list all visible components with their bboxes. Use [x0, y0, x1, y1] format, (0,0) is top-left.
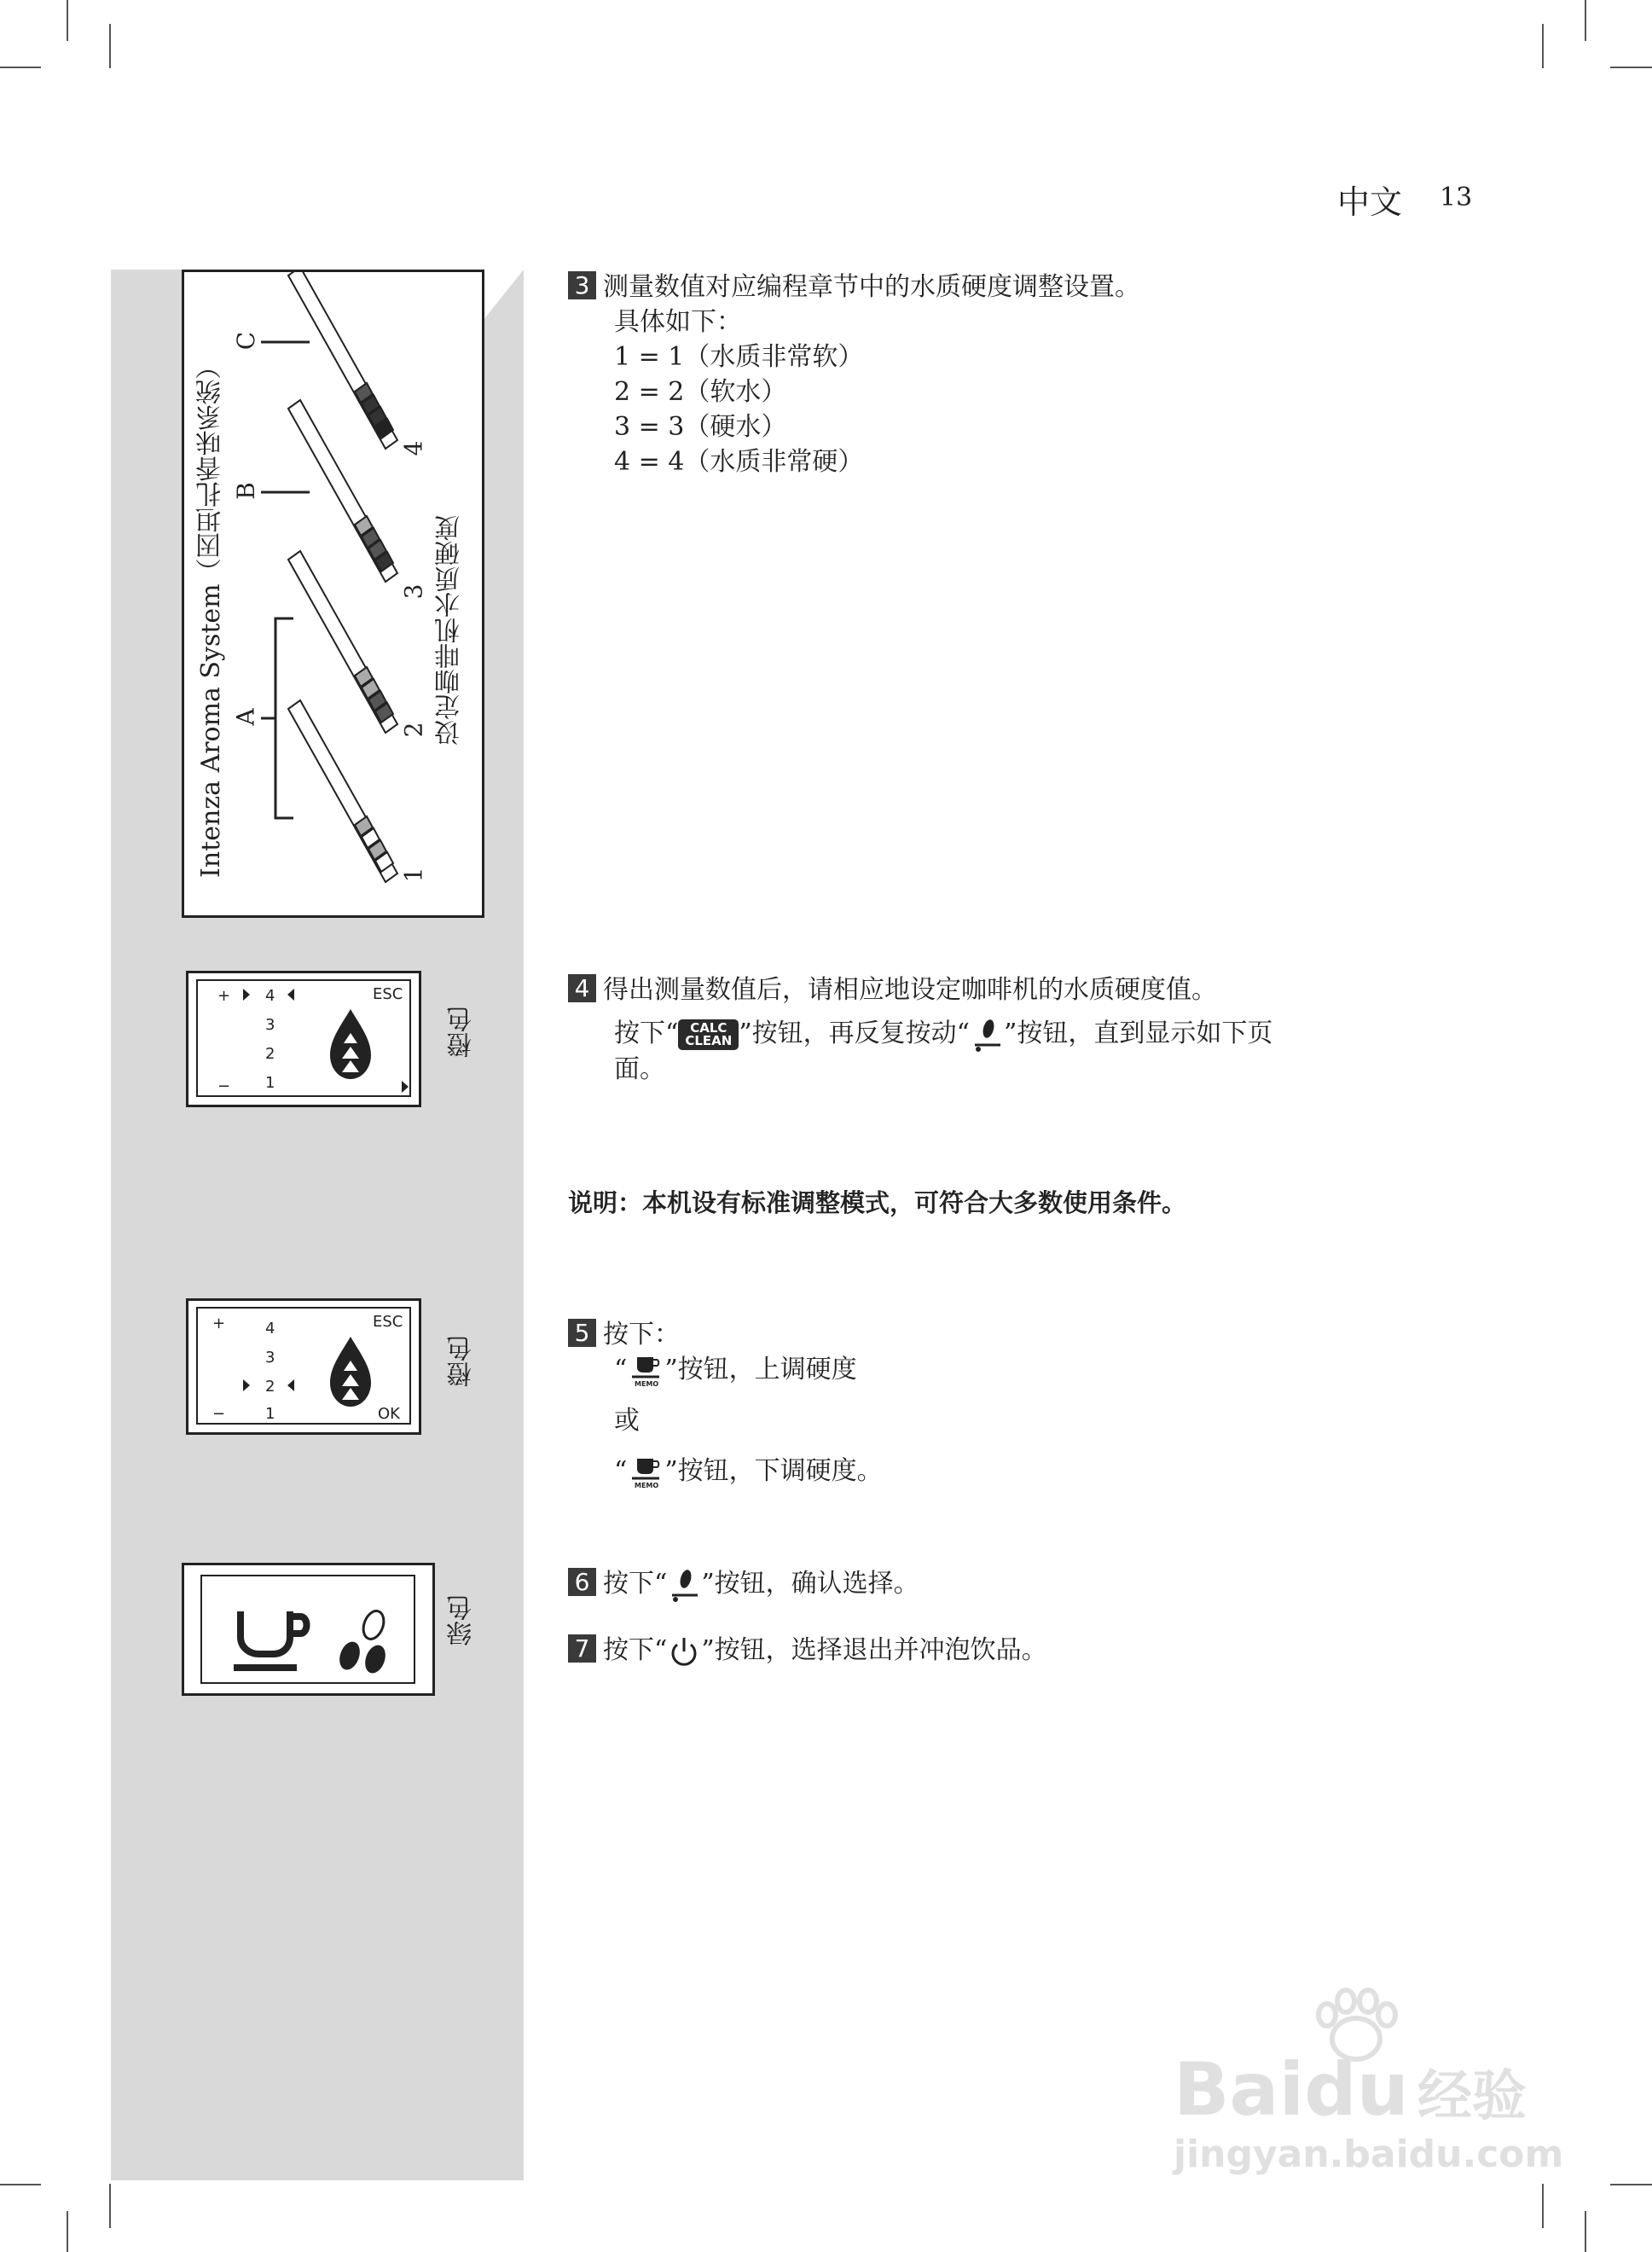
crop-mark	[1585, 2211, 1586, 2252]
page-number: 13	[1440, 183, 1473, 212]
watermark-brand: Bai	[1174, 2047, 1305, 2133]
memo-cup-icon	[627, 1354, 664, 1388]
figure-title-vertical: Intenza Aroma System（因坦扎香味系统）	[196, 353, 226, 878]
clean-label: CLEAN	[685, 1033, 733, 1048]
lcd-display-1-drawing	[188, 973, 419, 1105]
strip-number-4: 4	[399, 440, 428, 456]
watermark-url: jingyan.baidu.com	[1174, 2133, 1564, 2176]
arrow-right-icon	[243, 1379, 250, 1391]
lcd-plus: +	[212, 1315, 226, 1332]
lcd-plus: +	[217, 987, 231, 1005]
crop-mark	[1610, 2184, 1652, 2185]
lcd-level-2: 2	[265, 1378, 275, 1396]
water-drop-icon	[330, 1009, 371, 1079]
step-5-or: 或	[614, 1406, 640, 1436]
lcd-display-2	[186, 1298, 421, 1435]
step-4-line1: 得出测量数值后，请相应地设定咖啡机的水质硬度值。	[603, 975, 1217, 1005]
step-4-press-prefix: 按下“	[614, 1019, 679, 1048]
test-strip-2	[288, 551, 397, 733]
lcd-level-4: 4	[265, 987, 275, 1005]
lcd-level-2: 2	[265, 1045, 275, 1063]
lcd-esc: ESC	[373, 985, 403, 1003]
bracket-a	[261, 618, 293, 818]
crop-mark	[67, 0, 68, 41]
strip-number-1: 1	[399, 867, 428, 883]
arrow-right-icon	[402, 1081, 409, 1093]
test-strip-1	[288, 700, 397, 882]
group-label-a: A	[231, 708, 260, 726]
paw-logo-icon	[1305, 1988, 1407, 2064]
step-6-prefix: 按下“	[603, 1569, 668, 1599]
lcd-level-1: 1	[265, 1074, 275, 1092]
calc-clean-button-icon	[678, 1019, 739, 1050]
lcd-level-4: 4	[265, 1320, 275, 1338]
crop-mark	[1610, 67, 1652, 68]
step-6	[568, 1566, 919, 1602]
quote-open: “	[614, 1355, 628, 1384]
note-text: 说明：本机设有标准调整模式，可符合大多数使用条件。	[568, 1188, 1187, 1217]
step-5-line1: 按下：	[603, 1320, 680, 1349]
crop-mark	[109, 2184, 111, 2228]
lcd-display-3-drawing	[184, 1565, 432, 1693]
lcd-level-3: 3	[265, 1349, 275, 1367]
step-7-prefix: 按下“	[603, 1635, 668, 1665]
step-5	[568, 1317, 883, 1489]
hardness-item-1: 1 = 1（水质非常软）	[614, 342, 864, 372]
crop-mark	[1542, 2184, 1544, 2228]
step-number: 6	[568, 1568, 596, 1596]
crop-mark	[0, 2184, 41, 2185]
step-5-up: ”按钮，上调硬度	[664, 1355, 857, 1384]
crop-mark	[0, 67, 41, 68]
lcd-3-color-label: 绿色	[447, 1595, 477, 1646]
lcd-level-3: 3	[265, 1016, 275, 1034]
arrow-left-icon	[287, 1379, 294, 1391]
crop-mark	[1585, 0, 1586, 41]
aroma-button-icon	[970, 1018, 1004, 1052]
water-drop-icon	[330, 1337, 371, 1407]
figure-subtitle-vertical: 设定咖啡机水质硬度	[435, 515, 465, 746]
group-label-c: C	[232, 331, 261, 351]
step-number: 7	[568, 1634, 596, 1663]
hardness-item-3: 3 = 3（硬水）	[614, 412, 787, 442]
calc-label: CALC	[690, 1020, 727, 1036]
step-4-cont: 面。	[614, 1054, 665, 1084]
header-language: 中文	[1337, 183, 1403, 221]
memo-label: MEMO	[635, 1482, 659, 1489]
coffee-beans-icon	[336, 1608, 389, 1675]
step-number: 3	[568, 271, 596, 299]
crop-mark	[109, 24, 111, 68]
crop-mark	[1542, 24, 1544, 68]
power-icon	[667, 1634, 701, 1669]
step-3-line2: 具体如下：	[614, 307, 742, 337]
lcd-display-3	[182, 1563, 435, 1696]
step-5-down: ”按钮，下调硬度。	[664, 1456, 883, 1486]
aroma-button-icon	[667, 1568, 701, 1602]
step-4	[568, 972, 1272, 1087]
lcd-2-color-label: 橙色	[447, 1336, 477, 1387]
lcd-minus: −	[217, 1077, 231, 1095]
memo-label: MEMO	[635, 1380, 659, 1388]
sidebar-notch	[483, 270, 524, 321]
watermark-brand-du: du	[1304, 2047, 1409, 2133]
arrow-right-icon	[243, 989, 250, 1001]
crop-mark	[67, 2211, 68, 2252]
step-7-suffix: ”按钮，选择退出并冲泡饮品。	[701, 1635, 1047, 1665]
step-6-suffix: ”按钮，确认选择。	[701, 1569, 919, 1599]
lcd-1-color-label: 橙色	[447, 1007, 477, 1058]
test-strip-figure	[182, 270, 484, 918]
step-4-end: ”按钮，直到显示如下页	[1004, 1019, 1273, 1048]
step-3	[568, 270, 1140, 479]
step-number: 5	[568, 1319, 596, 1347]
lcd-display-1	[186, 971, 421, 1107]
group-label-b: B	[231, 482, 260, 500]
watermark-cn: 经验	[1417, 2065, 1527, 2128]
step-4-mid: ”按钮，再反复按动“	[739, 1019, 971, 1048]
cup-icon	[234, 1611, 307, 1668]
lcd-display-2-drawing	[188, 1301, 419, 1432]
lcd-esc: ESC	[373, 1313, 403, 1331]
strip-number-3: 3	[399, 583, 428, 600]
step-7	[568, 1633, 1047, 1669]
lcd-ok: OK	[378, 1405, 400, 1423]
lcd-minus: −	[212, 1405, 226, 1423]
arrow-left-icon	[287, 989, 294, 1001]
step-number: 4	[568, 974, 596, 1002]
hardness-item-4: 4 = 4（水质非常硬）	[614, 447, 864, 477]
memo-cup-icon	[627, 1455, 664, 1489]
quote-open: “	[614, 1456, 628, 1486]
lcd-level-1: 1	[265, 1405, 275, 1423]
step-3-line1: 测量数值对应编程章节中的水质硬度调整设置。	[603, 272, 1140, 302]
strip-number-2: 2	[399, 722, 428, 738]
hardness-item-2: 2 = 2（软水）	[614, 377, 787, 407]
